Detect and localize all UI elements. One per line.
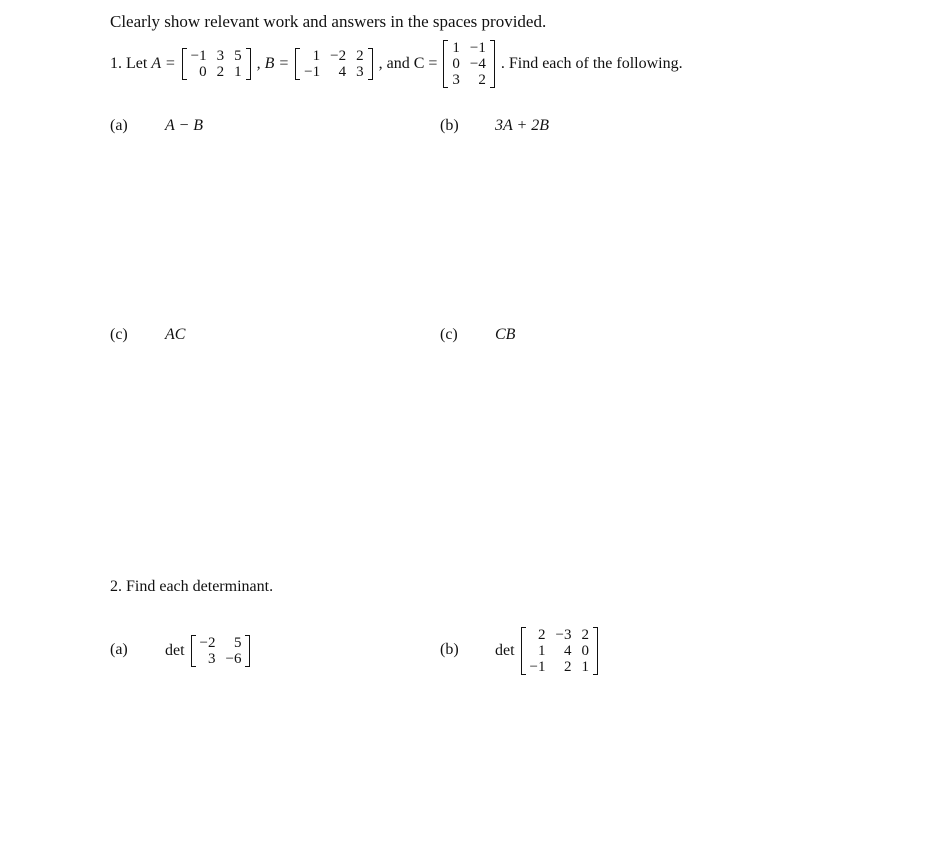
- part-b-label: (b): [440, 117, 459, 134]
- matrix-entry: −3: [555, 627, 572, 643]
- matrix-row: [447, 56, 490, 72]
- matrix-c-label: , and C =: [378, 55, 438, 72]
- part-d-label: (c): [440, 326, 458, 343]
- matrix-entry: −6: [225, 651, 242, 667]
- matrix-entry: 4: [563, 643, 572, 659]
- matrix-row: [186, 48, 247, 64]
- matrix-entry: 1: [538, 643, 546, 659]
- matrix-entry: −2: [330, 48, 347, 64]
- matrix-entry: 5: [233, 635, 242, 651]
- part-a-label: (a): [110, 117, 128, 134]
- part-c-label: (c): [110, 326, 128, 343]
- det-b-matrix: [521, 627, 598, 675]
- matrix-entry: 2: [581, 627, 589, 643]
- matrix-a-label: A =: [151, 55, 176, 72]
- problem-2-title: 2. Find each determinant.: [110, 578, 274, 595]
- matrix-row: [186, 64, 247, 80]
- matrix-row: [195, 635, 247, 651]
- matrix-table: [447, 40, 490, 88]
- matrix-entry: 3: [356, 64, 364, 80]
- matrix-entry: 2: [478, 72, 486, 88]
- matrix-row: [447, 72, 490, 88]
- matrix-entry: 2: [216, 64, 225, 80]
- matrix-entry: 2: [563, 659, 572, 675]
- part-a-expression: A − B: [165, 117, 204, 134]
- matrix-entry: −4: [469, 56, 486, 72]
- matrix-entry: −1: [304, 64, 321, 80]
- det-a-label: (a): [110, 641, 128, 658]
- matrix-entry: 1: [581, 659, 589, 675]
- problem-1-tail: . Find each of the following.: [500, 55, 683, 72]
- matrix-row: [525, 627, 594, 643]
- problem-1-statement: [110, 36, 683, 92]
- matrix-entry: 2: [356, 48, 364, 64]
- matrix-b-label: , B =: [256, 55, 290, 72]
- matrix-entry: 1: [452, 40, 460, 56]
- det-b-label: (b): [440, 641, 459, 658]
- matrix-row: [447, 40, 490, 56]
- part-b-expression: 3A + 2B: [495, 117, 550, 134]
- det-a-operator: det: [165, 642, 185, 659]
- matrix-row: [299, 64, 368, 80]
- matrix-a: [182, 48, 251, 80]
- matrix-table: [525, 627, 594, 675]
- matrix-entry: 3: [452, 72, 460, 88]
- matrix-table: [186, 48, 247, 80]
- part-c-expression: AC: [165, 326, 186, 343]
- instructions: Clearly show relevant work and answers in the spaces provided.: [110, 12, 547, 31]
- det-a-matrix: [191, 635, 251, 667]
- det-b-operator: det: [495, 642, 515, 659]
- matrix-entry: −2: [199, 635, 216, 651]
- matrix-entry: 1: [312, 48, 321, 64]
- matrix-entry: −1: [529, 659, 546, 675]
- matrix-c: [443, 40, 494, 88]
- matrix-entry: 0: [199, 64, 207, 80]
- matrix-entry: 3: [208, 651, 216, 667]
- matrix-entry: 1: [234, 64, 242, 80]
- matrix-entry: 2: [538, 627, 546, 643]
- matrix-entry: 5: [234, 48, 242, 64]
- part-d-expression: CB: [495, 326, 516, 343]
- matrix-entry: 3: [216, 48, 225, 64]
- matrix-entry: 0: [581, 643, 589, 659]
- matrix-b: [295, 48, 372, 80]
- matrix-entry: −1: [469, 40, 486, 56]
- matrix-row: [525, 643, 594, 659]
- matrix-row: [195, 651, 247, 667]
- matrix-row: [299, 48, 368, 64]
- problem-1-number: 1. Let: [110, 55, 148, 72]
- matrix-entry: 0: [452, 56, 460, 72]
- matrix-entry: 4: [338, 64, 347, 80]
- matrix-table: [195, 635, 247, 667]
- det-b: [495, 621, 600, 681]
- matrix-row: [525, 659, 594, 675]
- matrix-table: [299, 48, 368, 80]
- matrix-entry: −1: [190, 48, 207, 64]
- det-a: [165, 632, 252, 670]
